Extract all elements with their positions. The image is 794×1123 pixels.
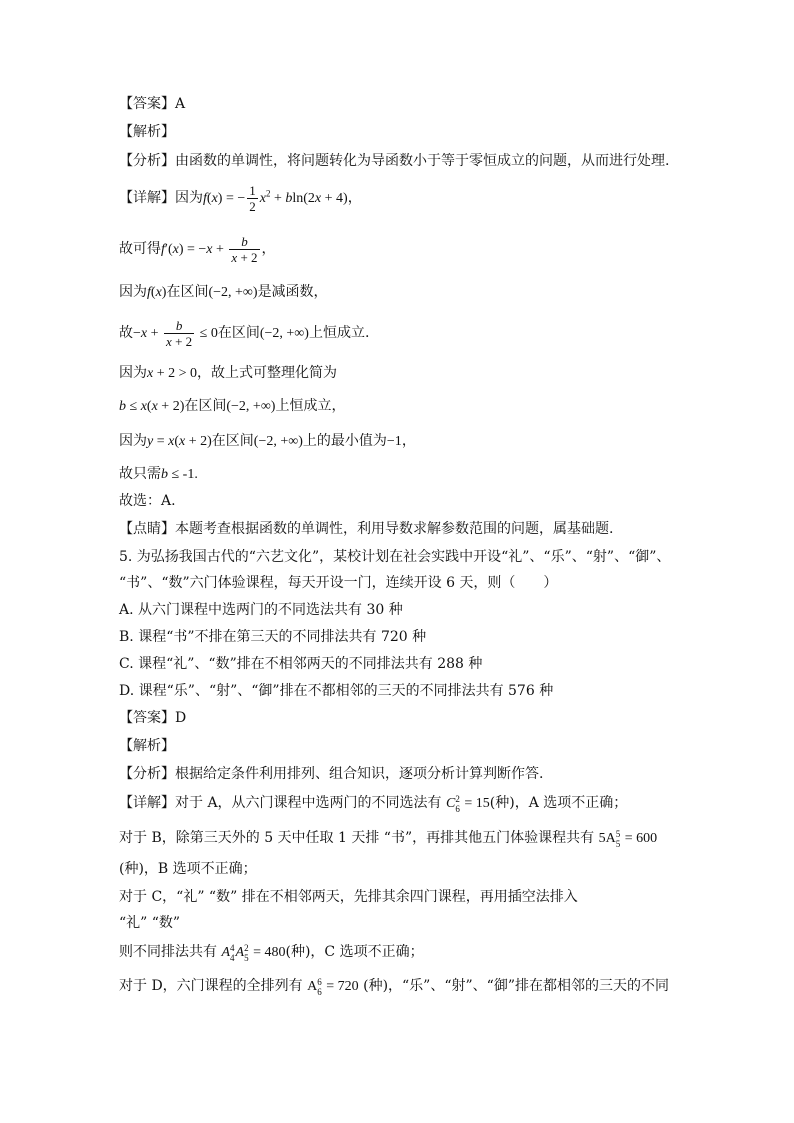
comment-line: 【点睛】本题考查根据函数的单调性，利用导数求解参数范围的问题，属基础题. bbox=[119, 521, 614, 537]
detail-line-1: 【详解】因为f(x) = − $\frac{1}{2}$ $x^2 + bln(2x + 4)$， bbox=[119, 183, 362, 215]
q5-detail-b-cont: (种)，B 选项不正确； bbox=[119, 861, 257, 877]
analysis-heading: 【解析】 bbox=[119, 124, 175, 140]
q5-detail-c-result: 则不同排法共有 A 4 4 A 2 5 = 480(种)，C 选项不正确； bbox=[119, 942, 424, 963]
min-value-line: 因为y = x(x + 2)在区间(−2, +∞)上的最小值为−1， bbox=[119, 433, 416, 449]
simplify-line: 因为x + 2 > 0，故上式可整理化简为 bbox=[119, 365, 338, 381]
question-5-stem-2: “书”、“数”六门体验课程，每天开设一门，连续开设 6 天，则（ ） bbox=[119, 575, 558, 591]
q5-detail-b: 对于 B，除第三天外的 5 天中任取 1 天排 “书”，再排其他五门体验课程共有 5A 5 5 = 600 bbox=[119, 828, 658, 849]
q5-analysis-heading: 【解析】 bbox=[119, 738, 175, 754]
option-b: B. 课程“书”不排在第三天的不同排法共有 720 种 bbox=[119, 629, 427, 645]
conclusion-line: 故只需b ≤ -1. bbox=[119, 466, 198, 482]
b-bound-line: b ≤ x(x + 2)在区间(−2, +∞)上恒成立， bbox=[119, 398, 346, 414]
q5-answer-line: 【答案】D bbox=[119, 710, 187, 726]
q5-detail-c: 对于 C，“礼” “数” 排在不相邻两天，先排其余四门课程，再用插空法排入 bbox=[119, 889, 578, 905]
decreasing-line: 因为f(x)在区间(−2, +∞)是减函数， bbox=[119, 284, 328, 300]
derivative-line: 故可得f′(x) = −x + $\frac{b}{x + 2}$ ， bbox=[119, 234, 276, 266]
q5-detail-c-cont: “礼” “数” bbox=[119, 915, 181, 931]
question-5-stem-1: 5. 为弘扬我国古代的“六艺文化”，某校计划在社会实践中开设“礼”、“乐”、“射”、“御”、 bbox=[119, 549, 671, 565]
answer-line: 【答案】A bbox=[119, 96, 186, 112]
option-a: A. 从六门课程中选两门的不同选法共有 30 种 bbox=[119, 602, 403, 618]
q5-fenxi-line: 【分析】根据给定条件利用排列、组合知识，逐项分析计算判断作答. bbox=[119, 766, 544, 782]
q5-detail-a: 【详解】对于 A，从六门课程中选两门的不同选法有 C 2 6 = 15(种)，A 选项不正确； bbox=[119, 793, 628, 814]
function-definition: f(x) = − $\frac{1}{2}$ $x^2 + bln(2x + 4)$ bbox=[203, 183, 348, 215]
option-c: C. 课程“礼”、“数”排在不相邻两天的不同排法共有 288 种 bbox=[119, 656, 483, 672]
inequality-line: 故−x + $\frac{b}{x + 2}$ ≤ 0在区间(−2, +∞)上恒成立. bbox=[119, 318, 370, 350]
option-d: D. 课程“乐”、“射”、“御”排在不都相邻的三天的不同排法共有 576 种 bbox=[119, 683, 554, 699]
fenxi-line: 【分析】由函数的单调性，将问题转化为导函数小于等于零恒成立的问题，从而进行处理. bbox=[119, 153, 670, 169]
choice-line: 故选：A. bbox=[119, 493, 176, 509]
q5-detail-d: 对于 D，六门课程的全排列有 A 6 6 = 720 (种)，“乐”、“射”、“御”排在都相邻的三天的不同 bbox=[119, 976, 669, 997]
